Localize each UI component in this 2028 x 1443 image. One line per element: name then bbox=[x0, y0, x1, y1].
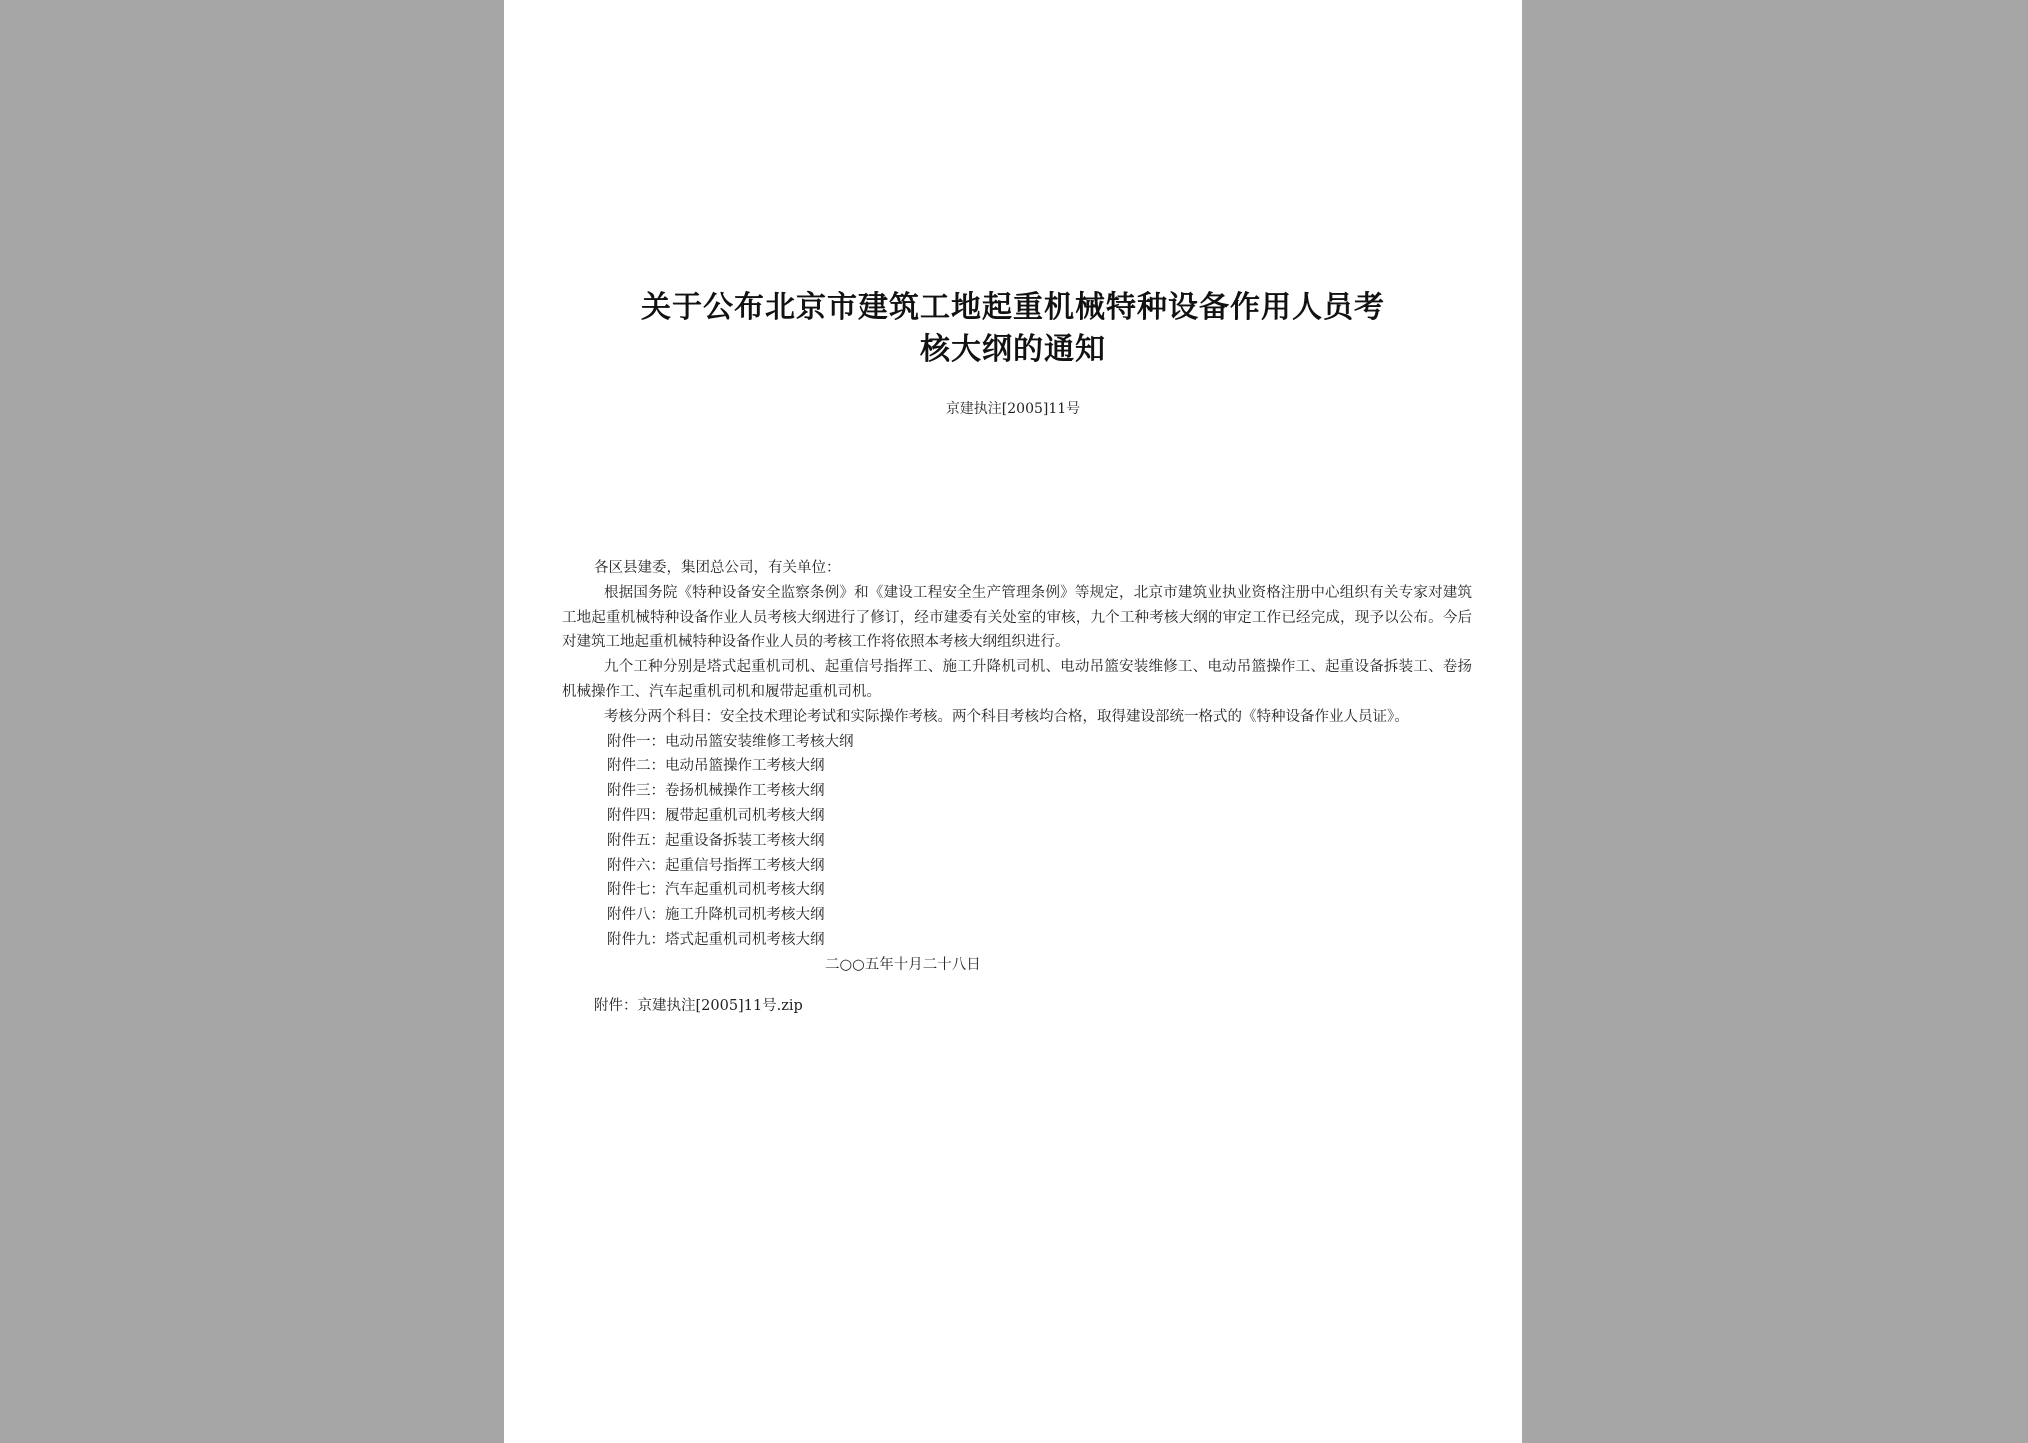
document-number: 京建执注[2005]11号 bbox=[945, 401, 1081, 417]
document-page bbox=[504, 0, 1522, 1443]
attachment-item: 附件二：电动吊篮操作工考核大纲 bbox=[607, 758, 825, 775]
attachment-list bbox=[562, 730, 1472, 953]
attachment-item: 附件九：塔式起重机司机考核大纲 bbox=[607, 931, 825, 948]
attachment-item: 附件六：起重信号指挥工考核大纲 bbox=[607, 857, 825, 874]
document-body bbox=[562, 556, 1472, 1018]
paragraph-job-types: 九个工种分别是塔式起重机司机、起重信号指挥工、施工升降机司机、电动吊篮安装维修工、电动吊篮操作工、起重设备拆装工、卷扬机械操作工、汽车起重机司机和履带起重机司机。 bbox=[562, 659, 1472, 700]
document-title bbox=[564, 287, 1462, 371]
attachment-item: 附件三：卷扬机械操作工考核大纲 bbox=[607, 783, 825, 800]
attachment-item: 附件五：起重设备拆装工考核大纲 bbox=[607, 832, 825, 849]
issue-date: 二○○五年十月二十八日 bbox=[825, 956, 981, 973]
attachment-file-link[interactable]: 附件：京建执注[2005]11号.zip bbox=[594, 997, 803, 1014]
attachment-item: 附件八：施工升降机司机考核大纲 bbox=[607, 907, 825, 924]
paragraph-exam-subjects: 考核分两个科目：安全技术理论考试和实际操作考核。两个科目考核均合格，取得建设部统一格式的《特种设备作业人员证》。 bbox=[604, 708, 1409, 725]
attachment-item: 附件四：履带起重机司机考核大纲 bbox=[607, 807, 825, 824]
attachment-item: 附件一：电动吊篮安装维修工考核大纲 bbox=[607, 733, 854, 750]
paragraph-regulations: 根据国务院《特种设备安全监察条例》和《建设工程安全生产管理条例》等规定，北京市建筑业执业资格注册中心组织有关专家对建筑工地起重机械特种设备作业人员考核大纲进行了修订，经市建委有关处室的审核，九个工种考核大纲的审定工作已经完成，现予以公布。今后对建筑工地起重机械特种设备作业人员的考核工作将依照本考核大纲组织进行。 bbox=[562, 584, 1472, 651]
title-line-2: 核大纲的通知 bbox=[920, 332, 1106, 367]
salutation: 各区县建委，集团总公司，有关单位： bbox=[594, 560, 841, 576]
title-line-1: 关于公布北京市建筑工地起重机械特种设备作用人员考 bbox=[641, 290, 1385, 325]
attachment-item: 附件七：汽车起重机司机考核大纲 bbox=[607, 882, 825, 899]
